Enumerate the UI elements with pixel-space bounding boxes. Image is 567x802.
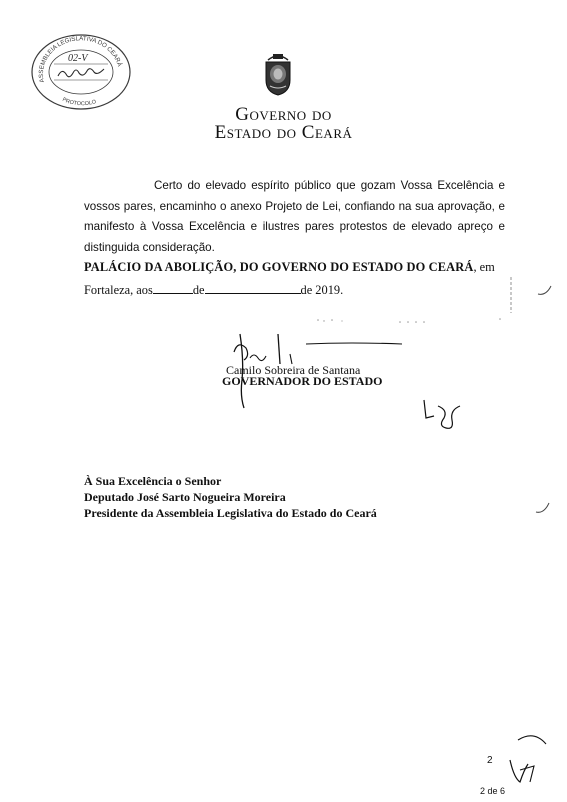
margin-tick-mark [536,284,554,298]
footer-initials [500,730,552,790]
stamp-bottom-text: PROTOCOLO [61,96,97,108]
margin-tick-mark [534,500,552,516]
margin-mark [509,277,513,313]
page-count: 2 de 6 [480,786,506,796]
page-number: 2 [487,755,493,766]
stamp-ring-text: ASSEMBLEIA LEGISLATIVA DO CEARÁ [37,35,123,84]
stamp-handwritten: 02-V [68,53,88,64]
state-coat-of-arms-icon [262,52,294,96]
handwritten-initials [420,396,466,432]
header-line-estado: ESTADO DO CEARÁ [214,122,353,143]
signer-name: Camilo Sobreira de Santana [226,363,361,377]
scan-specks [310,316,510,326]
date-line: Fortaleza, aos de de 2019. [84,283,344,297]
month-blank [205,282,301,294]
palacio-text: PALÁCIO DA ABOLIÇÃO, DO GOVERNO DO ESTADO DO CEARÁ [84,260,474,274]
address-line: Deputado José Sarto Nogueira Moreira [84,490,286,504]
body-paragraph: Certo do elevado espírito público que gozam Vossa Excelência e vossos pares, encaminho o anexo Projeto de Lei, confiando na sua aprovação, e manifesto à Vossa Excelência e ilustres pares protestos de elevado apreço e distinguida consideração. [84,179,505,254]
palacio-line: PALÁCIO DA ABOLIÇÃO, DO GOVERNO DO ESTADO DO CEARÁ, em [84,260,495,274]
signer-role: GOVERNADOR DO ESTADO [222,374,383,388]
day-blank [153,282,193,294]
header-line-governo: GOVERNO DO [235,104,332,125]
protocol-stamp [28,30,134,110]
address-line: Presidente da Assembleia Legislativa do Estado do Ceará [84,506,377,520]
address-line: À Sua Excelência o Senhor [84,474,222,488]
